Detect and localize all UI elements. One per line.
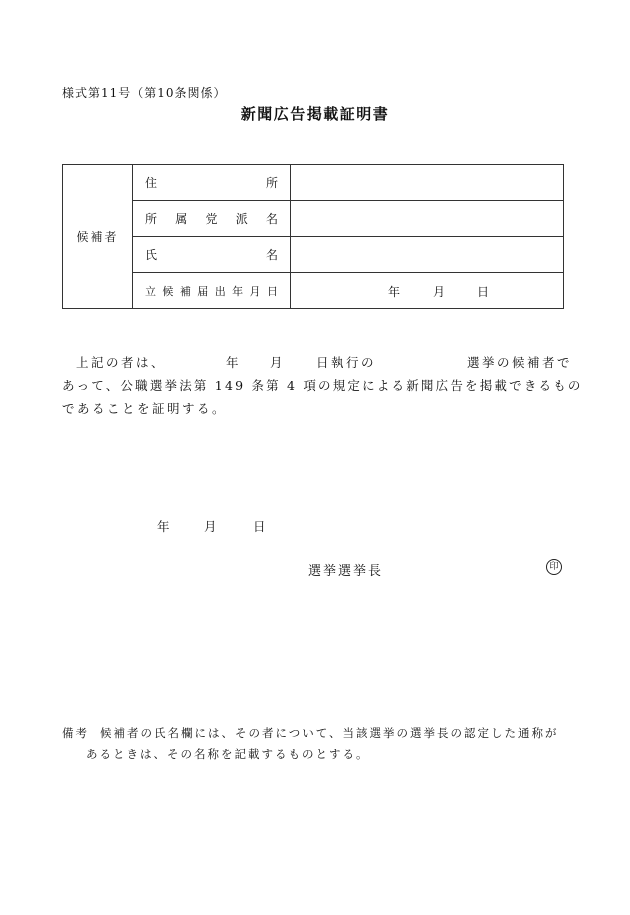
table-row-filing-date <box>63 273 564 309</box>
document-title: 新聞広告掲載証明書 <box>240 105 390 123</box>
election-official-title: 選挙選挙長 <box>308 564 384 579</box>
filing-day-unit: 日 <box>477 285 490 299</box>
filing-date-label-cell <box>133 273 291 309</box>
filing-month-unit: 月 <box>433 285 446 299</box>
body-exec-month-unit: 月 <box>270 355 286 370</box>
party-label-cell <box>133 201 291 237</box>
name-value-cell[interactable] <box>291 237 564 273</box>
cert-month-unit: 月 <box>204 519 217 534</box>
filing-year-unit: 年 <box>388 285 401 299</box>
table-row-party <box>63 201 564 237</box>
address-label: 住 所 <box>145 176 278 190</box>
address-label-cell <box>133 165 291 201</box>
body-line-2: あって、公職選挙法第 149 条第 4 項の規定による新聞広告を掲載できるもの <box>62 378 583 393</box>
note-line-1: 候補者の氏名欄には、その者について、当該選挙の選挙長の認定した通称が <box>100 726 559 740</box>
name-label: 氏 名 <box>145 248 278 262</box>
party-label: 所 属 党 派 名 <box>145 212 278 226</box>
certification-date <box>0 517 630 535</box>
address-value-cell[interactable] <box>291 165 564 201</box>
note-label: 備考 <box>62 726 89 740</box>
table-row-name <box>63 237 564 273</box>
body-line-1 <box>62 353 582 371</box>
party-value-cell[interactable] <box>291 201 564 237</box>
name-label-cell <box>133 237 291 273</box>
filing-date-value-cell[interactable] <box>291 273 564 309</box>
form-number-label: 様式第11号（第10条関係） <box>62 86 227 100</box>
body-exec-year-unit: 年 <box>226 355 242 370</box>
table-row-address <box>63 165 564 201</box>
candidate-info-table <box>62 164 564 309</box>
filing-date-label: 立 候 補 届 出 年 月 日 <box>145 284 278 298</box>
body-line-1-intro: 上記の者は、 <box>76 355 167 370</box>
body-exec-day-text: 日執行の <box>316 355 377 370</box>
note-line-2: あるときは、その名称を記載するものとする。 <box>86 747 370 761</box>
cert-year-unit: 年 <box>157 519 170 534</box>
cert-day-unit: 日 <box>253 519 266 534</box>
seal-mark: 印 <box>546 559 562 575</box>
body-line-3: であることを証明する。 <box>62 401 228 416</box>
body-line-1-election: 選挙の候補者で <box>467 355 573 370</box>
candidate-header-cell: 候補者 <box>63 165 133 309</box>
